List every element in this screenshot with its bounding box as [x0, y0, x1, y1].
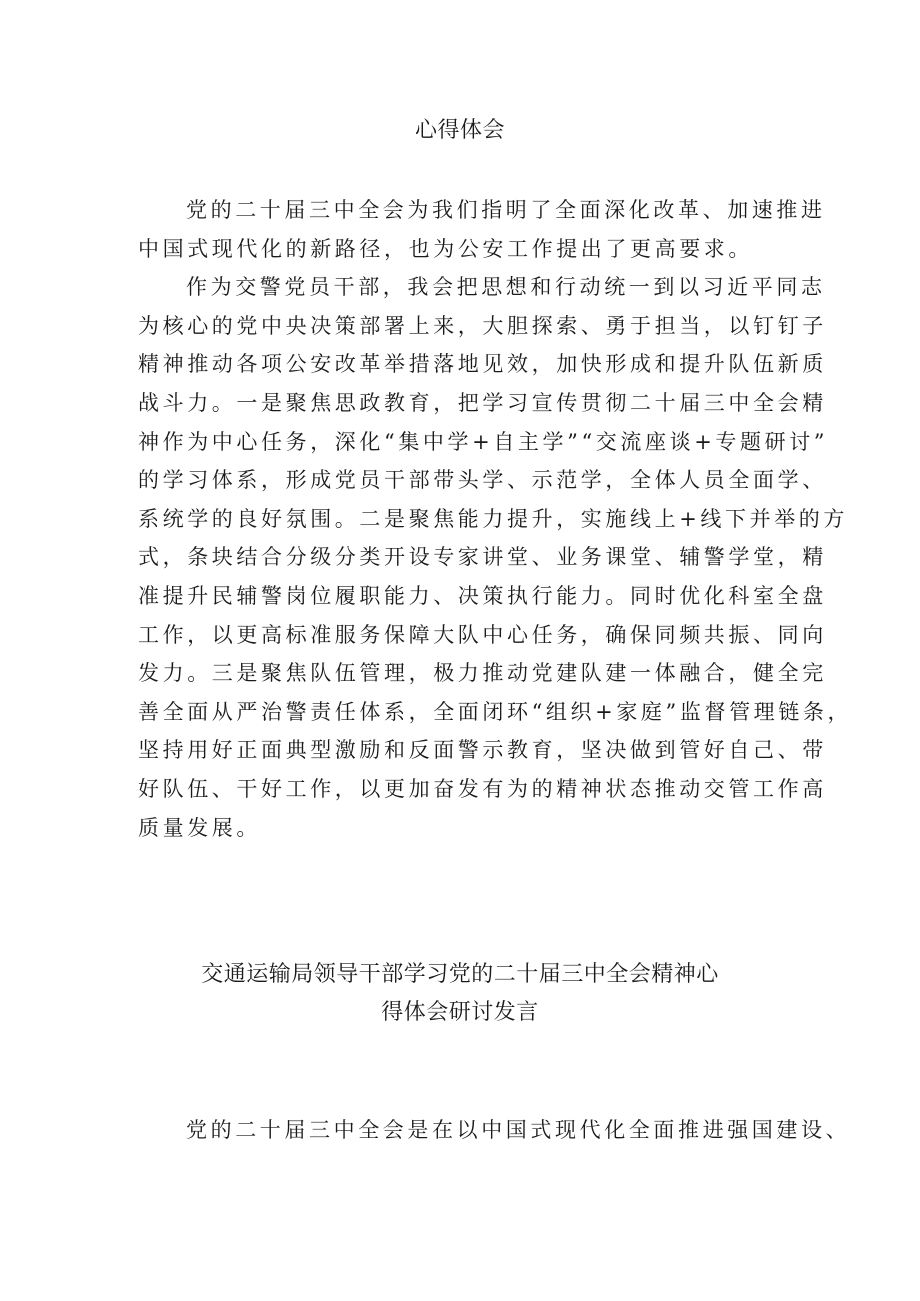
text-line: 精神推动各项公安改革举措落地见效，加快形成和提升队伍新质	[138, 352, 827, 377]
text-line: 工作，以更高标准服务保障大队中心任务，确保同频共振、同向	[138, 622, 827, 647]
text-line: 为核心的党中央决策部署上来，大胆探索、勇于担当，以钉钉子	[138, 313, 827, 338]
text-line: 系统学的良好氛围。二是聚焦能力提升，实施线上+线下并举的方	[138, 506, 848, 531]
text-line: 战斗力。一是聚焦思政教育，把学习宣传贯彻二十届三中全会精	[138, 390, 827, 415]
text-line: 的学习体系，形成党员干部带头学、示范学，全体人员全面学、	[138, 468, 827, 493]
text-line: 发力。三是聚焦队伍管理，极力推动党建队建一体融合，健全完	[138, 661, 827, 686]
text-line: 好队伍、干好工作，以更加奋发有为的精神状态推动交管工作高	[138, 776, 827, 801]
text-line: 准提升民辅警岗位履职能力、决策执行能力。同时优化科室全盘	[138, 583, 827, 608]
section-1-body	[138, 191, 853, 847]
text-line: 党的二十届三中全会为我们指明了全面深化改革、加速推进	[186, 198, 826, 222]
text-line: 式，条块结合分级分类开设专家讲堂、业务课堂、辅警学堂，精	[138, 545, 827, 570]
section-2-title-line-1: 交通运输局领导干部学习党的二十届三中全会精神心	[201, 962, 719, 987]
text-line: 作为交警党员干部，我会把思想和行动统一到以习近平同志	[186, 275, 826, 300]
text-line: 坚持用好正面典型激励和反面警示教育，坚决做到管好自己、带	[138, 738, 827, 763]
section-2-title-line-2: 得体会研讨发言	[381, 1000, 539, 1025]
text-line: 神作为中心任务，深化“集中学+自主学”“交流座谈+专题研讨”	[138, 429, 829, 454]
text-line: 善全面从严治警责任体系，全面闭环“组织+家庭”监督管理链条，	[138, 699, 853, 724]
text-line: 中国式现代化的新路径，也为公安工作提出了更高要求。	[138, 236, 753, 261]
section-2-title	[0, 956, 920, 1032]
section-2-body	[138, 1111, 851, 1150]
text-line: 质量发展。	[138, 815, 261, 840]
section-1-title: 心得体会	[414, 118, 505, 143]
text-line: 党的二十届三中全会是在以中国式现代化全面推进强国建设、	[186, 1118, 851, 1142]
